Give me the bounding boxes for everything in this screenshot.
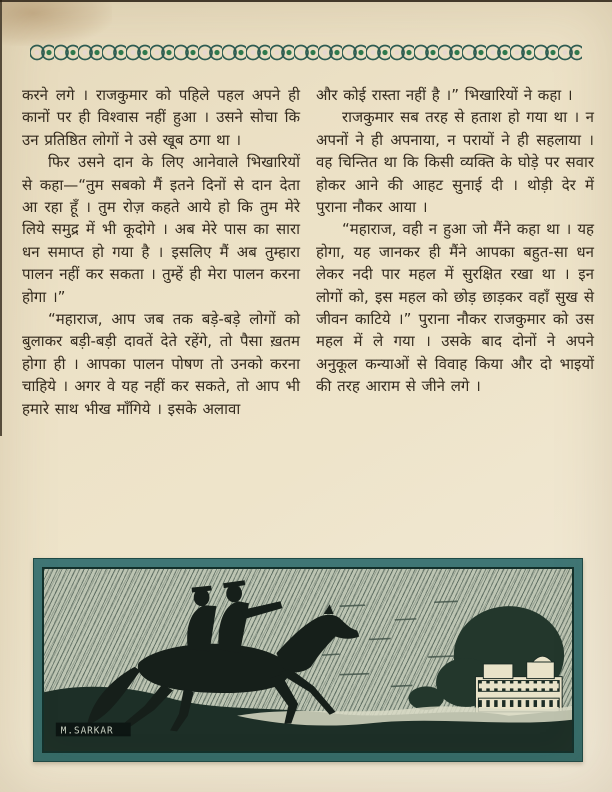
scan-edge-left [0, 0, 2, 436]
paper-stain [2, 2, 112, 46]
scan-edge-top [0, 0, 612, 2]
horse-riders-illustration-icon [44, 569, 572, 751]
story-illustration [42, 567, 574, 753]
paragraph: फिर उसने दान के लिए आनेवाले भिखारियों से कहा—“तुम सबको मैं इतने दिनों से दान देता आ रहा हूँ । तुम रोज़ कहते आये हो कि तुम मेरे लिये समुद्र में भी कूदोगे । अब मेरे पास का सारा धन समाप्त हो गया है । इसलिए मैं अब तुम्हारा पालन नहीं कर सकता । तुम्हें ही मेरा पालन करना होगा ।” [22, 153, 300, 306]
chain-ornament-icon [30, 43, 582, 62]
paragraph: और कोई रास्ता नहीं है ।” भिखारियों ने कहा । [316, 86, 573, 104]
story-text [22, 84, 594, 420]
paragraph: “महाराज, आप जब तक बड़े-बड़े लोगों को बुलाकर बड़ी-बड़ी दावतें देते रहेंगे, तो पैसा ख़तम होगा ही । आपका पालन पोषण तो उनको करना चाहिये । अगर वे यह नहीं कर सकते, तो आप भी हमारे साथ भीख माँगिये । इसके अलावा [22, 310, 300, 418]
ornament-border [30, 43, 582, 62]
paragraph: राजकुमार सब तरह से हताश हो गया था । न अपनों ने ही अपनाया, न परायों ने ही सहलाया । वह चिन्तित था कि किसी व्यक्ति के घोड़े पर सवार होकर आने की आहट सुनाई दी । थोड़ी देर में पुराना नौकर आया । [316, 108, 594, 217]
paragraph: “महाराज, वही न हुआ जो मैंने कहा था । यह होगा, यह जानकर ही मैंने आपका बहुत-सा धन लेकर नदी पार महल में सुरक्षित रखा था । इन लोगों को, इस महल को छोड़ छाड़कर वहाँ सुख से जीवन काटिये ।” पुराना नौकर राजकुमार को उस महल में ले गया । उसके बाद दोनों ने अपने अनुकूल कन्याओं से विवाह किया और दो भाइयों की तरह आराम से जीने लगे । [316, 220, 594, 396]
artist-signature: M.SARKAR [60, 725, 114, 737]
left-column [22, 84, 300, 420]
paragraph: करने लगे । राजकुमार को पहिले पहल अपने ही कानों पर ही विश्वास नहीं हुआ । उसने सोचा कि उन प्रतिष्ठित लोगों ने उसे खूब ठगा था । [22, 86, 300, 149]
story-illustration-frame [33, 558, 583, 762]
right-column [316, 84, 594, 420]
